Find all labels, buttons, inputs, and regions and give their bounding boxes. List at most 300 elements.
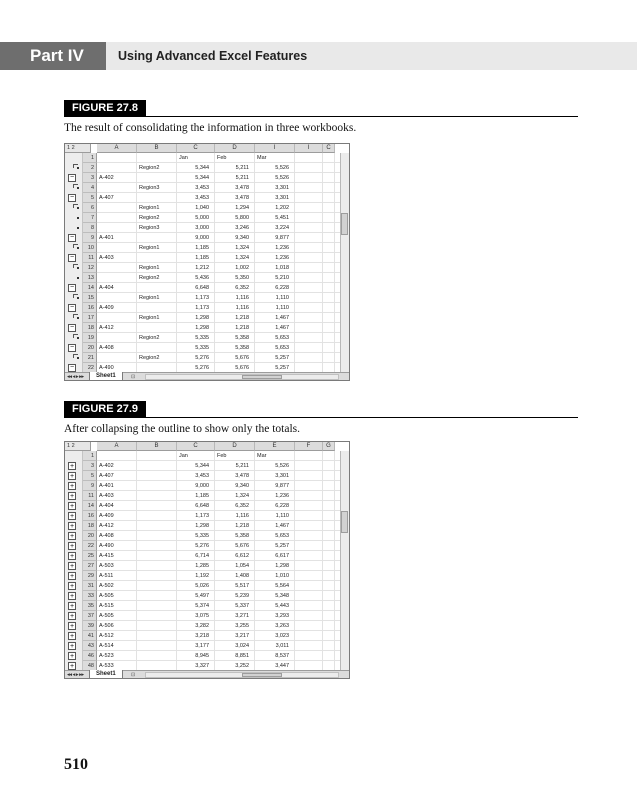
cell-mar[interactable]: 6,617: [275, 553, 289, 559]
cell-region[interactable]: Region2: [139, 355, 160, 361]
collapse-button[interactable]: −: [69, 234, 75, 241]
cell-region[interactable]: Region1: [139, 265, 160, 271]
cell-mar[interactable]: 5,348: [275, 593, 289, 599]
cell-jan[interactable]: 1,298: [195, 315, 209, 321]
cell-jan[interactable]: 1,185: [195, 255, 209, 261]
row-header[interactable]: 22: [83, 541, 97, 551]
cell-item[interactable]: A-505: [99, 593, 114, 599]
cell-feb[interactable]: 1,116: [235, 305, 249, 311]
cell-jan[interactable]: 1,285: [195, 563, 209, 569]
cell-item[interactable]: A-407: [99, 195, 114, 201]
row-header[interactable]: 11: [83, 491, 97, 501]
tab-nav-arrows[interactable]: ◂◂ ◂ ▸ ▸▸: [67, 374, 84, 380]
cell-jan[interactable]: 5,276: [195, 365, 209, 371]
cell-region[interactable]: Region3: [139, 185, 160, 191]
row-header[interactable]: 25: [83, 551, 97, 561]
cell-mar[interactable]: 9,877: [275, 483, 289, 489]
cell-feb[interactable]: 5,676: [235, 355, 249, 361]
row-header[interactable]: 15: [83, 293, 97, 303]
vertical-scroll-thumb[interactable]: [341, 213, 348, 235]
cell-feb[interactable]: 5,350: [235, 275, 249, 281]
cell-feb[interactable]: 1,294: [235, 205, 249, 211]
cell-jan[interactable]: 5,335: [195, 335, 209, 341]
cell-mar[interactable]: 5,653: [275, 533, 289, 539]
cell-feb[interactable]: 3,271: [235, 613, 249, 619]
cell-mar[interactable]: 1,236: [275, 493, 289, 499]
cell-region[interactable]: [139, 233, 175, 243]
expand-button[interactable]: +: [69, 503, 75, 510]
cell-mar[interactable]: Mar: [257, 155, 267, 161]
cell-item[interactable]: A-503: [99, 563, 114, 569]
cell-region[interactable]: [139, 631, 175, 641]
cell-jan[interactable]: 3,000: [195, 225, 209, 231]
cell-region[interactable]: [139, 521, 175, 531]
cell-feb[interactable]: 5,211: [235, 175, 249, 181]
cell-mar[interactable]: 5,257: [275, 355, 289, 361]
row-header[interactable]: 8: [83, 223, 97, 233]
column-header-g[interactable]: G: [323, 442, 335, 451]
cell-mar[interactable]: 3,011: [275, 643, 289, 649]
cell-jan[interactable]: 5,436: [195, 275, 209, 281]
insert-sheet-icon[interactable]: ⊡: [131, 374, 136, 380]
row-header[interactable]: 2: [83, 163, 97, 173]
column-header-c[interactable]: C: [177, 442, 215, 451]
row-header[interactable]: 9: [83, 481, 97, 491]
cell-feb[interactable]: Feb: [217, 155, 227, 161]
cell-region[interactable]: [139, 541, 175, 551]
cell-feb[interactable]: 1,408: [235, 573, 249, 579]
cell-jan[interactable]: 5,344: [195, 463, 209, 469]
row-header[interactable]: 16: [83, 511, 97, 521]
cell-jan[interactable]: 1,173: [195, 305, 209, 311]
row-header[interactable]: 3: [83, 461, 97, 471]
row-header[interactable]: 41: [83, 631, 97, 641]
cell-region[interactable]: Region1: [139, 295, 160, 301]
column-header-i[interactable]: I: [295, 144, 323, 153]
row-header[interactable]: 48: [83, 661, 97, 671]
cell-jan[interactable]: 6,714: [195, 553, 209, 559]
row-header[interactable]: 1: [83, 451, 97, 461]
row-header[interactable]: 12: [83, 263, 97, 273]
cell-item[interactable]: [99, 451, 135, 461]
cell-region[interactable]: [139, 461, 175, 471]
cell-mar[interactable]: 5,210: [275, 275, 289, 281]
cell-region[interactable]: Region1: [139, 315, 160, 321]
row-header[interactable]: 29: [83, 571, 97, 581]
cell-feb[interactable]: 3,252: [235, 663, 249, 669]
cell-item[interactable]: [99, 183, 135, 193]
cell-item[interactable]: A-502: [99, 583, 114, 589]
cell-mar[interactable]: 1,236: [275, 255, 289, 261]
column-header-a[interactable]: A: [97, 144, 137, 153]
insert-sheet-icon[interactable]: ⊡: [131, 672, 136, 678]
column-header-b[interactable]: B: [137, 144, 177, 153]
cell-jan[interactable]: 6,648: [195, 285, 209, 291]
cell-item[interactable]: A-407: [99, 473, 114, 479]
cell-mar[interactable]: 3,301: [275, 185, 289, 191]
row-header[interactable]: 39: [83, 621, 97, 631]
column-header-e[interactable]: E: [255, 442, 295, 451]
expand-button[interactable]: +: [69, 543, 75, 550]
cell-mar[interactable]: 3,263: [275, 623, 289, 629]
expand-button[interactable]: +: [69, 623, 75, 630]
row-header[interactable]: 9: [83, 233, 97, 243]
cell-region[interactable]: Region2: [139, 165, 160, 171]
cell-item[interactable]: A-514: [99, 643, 114, 649]
cell-jan[interactable]: 5,276: [195, 355, 209, 361]
expand-button[interactable]: +: [69, 493, 75, 500]
row-header[interactable]: 35: [83, 601, 97, 611]
column-header-d[interactable]: D: [215, 144, 255, 153]
cell-jan[interactable]: 3,453: [195, 185, 209, 191]
cell-mar[interactable]: 3,023: [275, 633, 289, 639]
cell-region[interactable]: [139, 173, 175, 183]
cell-item[interactable]: A-523: [99, 653, 114, 659]
cell-region[interactable]: [139, 193, 175, 203]
cell-jan[interactable]: 8,945: [195, 653, 209, 659]
cell-region[interactable]: [139, 253, 175, 263]
cell-mar[interactable]: 5,653: [275, 345, 289, 351]
row-header[interactable]: 5: [83, 471, 97, 481]
cell-jan[interactable]: 5,344: [195, 165, 209, 171]
cell-feb[interactable]: 1,218: [235, 315, 249, 321]
expand-button[interactable]: +: [69, 463, 75, 470]
cell-region[interactable]: Region2: [139, 215, 160, 221]
cell-item[interactable]: [99, 153, 135, 163]
cell-item[interactable]: [99, 333, 135, 343]
cell-feb[interactable]: 6,352: [235, 503, 249, 509]
column-header-c[interactable]: C: [177, 144, 215, 153]
row-header[interactable]: 14: [83, 283, 97, 293]
cell-mar[interactable]: 6,228: [275, 503, 289, 509]
cell-mar[interactable]: 5,653: [275, 335, 289, 341]
cell-region[interactable]: [139, 531, 175, 541]
cell-feb[interactable]: 5,337: [235, 603, 249, 609]
expand-button[interactable]: +: [69, 513, 75, 520]
cell-feb[interactable]: 5,676: [235, 543, 249, 549]
row-header[interactable]: 16: [83, 303, 97, 313]
cell-feb[interactable]: 1,116: [235, 513, 249, 519]
column-header-c[interactable]: C: [323, 144, 335, 153]
cell-mar[interactable]: 1,236: [275, 245, 289, 251]
cell-mar[interactable]: 3,224: [275, 225, 289, 231]
cell-mar[interactable]: 1,010: [275, 573, 289, 579]
expand-button[interactable]: +: [69, 643, 75, 650]
cell-jan[interactable]: 9,000: [195, 235, 209, 241]
cell-item[interactable]: A-490: [99, 365, 114, 371]
cell-item[interactable]: A-490: [99, 543, 114, 549]
cell-region[interactable]: [139, 481, 175, 491]
cell-item[interactable]: [99, 263, 135, 273]
expand-button[interactable]: +: [69, 483, 75, 490]
row-header[interactable]: 20: [83, 343, 97, 353]
outline-level-buttons[interactable]: 1 2: [65, 144, 91, 153]
collapse-button[interactable]: −: [69, 344, 75, 351]
cell-region[interactable]: [139, 511, 175, 521]
cell-feb[interactable]: 5,211: [235, 463, 249, 469]
cell-jan[interactable]: 1,192: [195, 573, 209, 579]
cell-region[interactable]: [139, 621, 175, 631]
expand-button[interactable]: +: [69, 473, 75, 480]
cell-item[interactable]: A-506: [99, 623, 114, 629]
cell-feb[interactable]: 5,676: [235, 365, 249, 371]
cell-item[interactable]: A-408: [99, 345, 114, 351]
cell-feb[interactable]: 3,246: [235, 225, 249, 231]
cell-feb[interactable]: 3,478: [235, 185, 249, 191]
row-header[interactable]: 14: [83, 501, 97, 511]
cell-jan[interactable]: 6,648: [195, 503, 209, 509]
cell-jan[interactable]: 1,298: [195, 523, 209, 529]
cell-region[interactable]: Region2: [139, 275, 160, 281]
cell-item[interactable]: A-402: [99, 463, 114, 469]
cell-mar[interactable]: 1,467: [275, 523, 289, 529]
cell-feb[interactable]: 1,324: [235, 493, 249, 499]
collapse-button[interactable]: −: [69, 284, 75, 291]
row-header[interactable]: 21: [83, 353, 97, 363]
cell-jan[interactable]: 3,177: [195, 643, 209, 649]
expand-button[interactable]: +: [69, 653, 75, 660]
cell-region[interactable]: [139, 501, 175, 511]
row-header[interactable]: 33: [83, 591, 97, 601]
cell-jan[interactable]: 5,374: [195, 603, 209, 609]
horizontal-scroll-thumb[interactable]: [242, 375, 282, 379]
cell-item[interactable]: A-401: [99, 235, 114, 241]
sheet-tab[interactable]: Sheet1: [89, 372, 123, 381]
outline-level-buttons[interactable]: 1 2: [65, 442, 91, 451]
collapse-button[interactable]: −: [69, 254, 75, 261]
horizontal-scrollbar[interactable]: [145, 672, 339, 678]
cell-item[interactable]: A-409: [99, 513, 114, 519]
cell-item[interactable]: [99, 293, 135, 303]
cell-region[interactable]: [139, 153, 175, 163]
cell-mar[interactable]: 1,467: [275, 325, 289, 331]
cell-mar[interactable]: 9,877: [275, 235, 289, 241]
column-header-d[interactable]: D: [215, 442, 255, 451]
cell-mar[interactable]: 1,467: [275, 315, 289, 321]
cell-item[interactable]: A-404: [99, 285, 114, 291]
cell-region[interactable]: [139, 581, 175, 591]
column-header-a[interactable]: A: [97, 442, 137, 451]
cell-feb[interactable]: 3,255: [235, 623, 249, 629]
cell-feb[interactable]: 1,116: [235, 295, 249, 301]
cell-item[interactable]: [99, 203, 135, 213]
row-header[interactable]: 20: [83, 531, 97, 541]
cell-mar[interactable]: 3,301: [275, 195, 289, 201]
row-header[interactable]: 19: [83, 333, 97, 343]
cell-region[interactable]: [139, 471, 175, 481]
cell-region[interactable]: Region1: [139, 245, 160, 251]
cell-region[interactable]: [139, 651, 175, 661]
cell-feb[interactable]: 1,218: [235, 325, 249, 331]
cell-jan[interactable]: 5,000: [195, 215, 209, 221]
cell-region[interactable]: Region3: [139, 225, 160, 231]
cell-mar[interactable]: 1,018: [275, 265, 289, 271]
cell-mar[interactable]: Mar: [257, 453, 267, 459]
collapse-button[interactable]: −: [69, 194, 75, 201]
cell-feb[interactable]: 3,478: [235, 195, 249, 201]
cell-mar[interactable]: 5,564: [275, 583, 289, 589]
cell-jan[interactable]: 3,327: [195, 663, 209, 669]
row-header[interactable]: 17: [83, 313, 97, 323]
row-header[interactable]: 10: [83, 243, 97, 253]
cell-item[interactable]: A-415: [99, 553, 114, 559]
cell-feb[interactable]: 1,054: [235, 563, 249, 569]
cell-jan[interactable]: Jan: [179, 453, 188, 459]
collapse-button[interactable]: −: [69, 364, 75, 371]
cell-item[interactable]: [99, 163, 135, 173]
cell-region[interactable]: [139, 551, 175, 561]
cell-item[interactable]: A-533: [99, 663, 114, 669]
cell-region[interactable]: [139, 343, 175, 353]
cell-item[interactable]: A-412: [99, 523, 114, 529]
cell-mar[interactable]: 6,228: [275, 285, 289, 291]
cell-mar[interactable]: 5,257: [275, 543, 289, 549]
cell-feb[interactable]: 8,851: [235, 653, 249, 659]
cell-item[interactable]: A-402: [99, 175, 114, 181]
cell-item[interactable]: [99, 313, 135, 323]
cell-feb[interactable]: Feb: [217, 453, 227, 459]
expand-button[interactable]: +: [69, 553, 75, 560]
cell-item[interactable]: A-408: [99, 533, 114, 539]
cell-feb[interactable]: 5,517: [235, 583, 249, 589]
cell-feb[interactable]: 1,324: [235, 255, 249, 261]
horizontal-scrollbar[interactable]: [145, 374, 339, 380]
collapse-button[interactable]: −: [69, 174, 75, 181]
cell-region[interactable]: [139, 303, 175, 313]
row-header[interactable]: 46: [83, 651, 97, 661]
cell-jan[interactable]: 5,344: [195, 175, 209, 181]
cell-mar[interactable]: 1,110: [275, 295, 289, 301]
expand-button[interactable]: +: [69, 613, 75, 620]
cell-item[interactable]: [99, 353, 135, 363]
cell-feb[interactable]: 5,358: [235, 335, 249, 341]
row-header[interactable]: 3: [83, 173, 97, 183]
cell-region[interactable]: [139, 451, 175, 461]
cell-jan[interactable]: 1,040: [195, 205, 209, 211]
row-header[interactable]: 11: [83, 253, 97, 263]
cell-jan[interactable]: 5,276: [195, 543, 209, 549]
expand-button[interactable]: +: [69, 663, 75, 670]
cell-jan[interactable]: 1,212: [195, 265, 209, 271]
cell-item[interactable]: A-515: [99, 603, 114, 609]
cell-item[interactable]: [99, 273, 135, 283]
cell-region[interactable]: Region2: [139, 335, 160, 341]
vertical-scrollbar[interactable]: [340, 153, 349, 373]
cell-jan[interactable]: 5,497: [195, 593, 209, 599]
cell-feb[interactable]: 1,002: [235, 265, 249, 271]
cell-region[interactable]: [139, 601, 175, 611]
cell-item[interactable]: [99, 213, 135, 223]
cell-feb[interactable]: 1,218: [235, 523, 249, 529]
row-header[interactable]: 18: [83, 521, 97, 531]
cell-feb[interactable]: 3,024: [235, 643, 249, 649]
cell-item[interactable]: A-403: [99, 493, 114, 499]
cell-item[interactable]: A-511: [99, 573, 114, 579]
vertical-scroll-thumb[interactable]: [341, 511, 348, 533]
cell-feb[interactable]: 5,358: [235, 345, 249, 351]
cell-mar[interactable]: 5,526: [275, 463, 289, 469]
cell-region[interactable]: [139, 491, 175, 501]
expand-button[interactable]: +: [69, 593, 75, 600]
column-header-f[interactable]: F: [295, 442, 323, 451]
cell-region[interactable]: Region1: [139, 205, 160, 211]
cell-jan[interactable]: 3,282: [195, 623, 209, 629]
cell-mar[interactable]: 1,202: [275, 205, 289, 211]
expand-button[interactable]: +: [69, 603, 75, 610]
cell-jan[interactable]: 3,218: [195, 633, 209, 639]
row-header[interactable]: 31: [83, 581, 97, 591]
cell-feb[interactable]: 9,340: [235, 483, 249, 489]
cell-mar[interactable]: 1,110: [275, 513, 289, 519]
cell-item[interactable]: A-409: [99, 305, 114, 311]
row-header[interactable]: 43: [83, 641, 97, 651]
cell-item[interactable]: A-505: [99, 613, 114, 619]
expand-button[interactable]: +: [69, 533, 75, 540]
cell-mar[interactable]: 5,451: [275, 215, 289, 221]
cell-jan[interactable]: 1,173: [195, 513, 209, 519]
cell-item[interactable]: A-403: [99, 255, 114, 261]
expand-button[interactable]: +: [69, 523, 75, 530]
cell-feb[interactable]: 5,239: [235, 593, 249, 599]
row-header[interactable]: 5: [83, 193, 97, 203]
row-header[interactable]: 6: [83, 203, 97, 213]
cell-feb[interactable]: 5,358: [235, 533, 249, 539]
cell-jan[interactable]: 1,173: [195, 295, 209, 301]
cell-item[interactable]: A-404: [99, 503, 114, 509]
cell-mar[interactable]: 5,526: [275, 165, 289, 171]
cell-feb[interactable]: 6,352: [235, 285, 249, 291]
row-header[interactable]: 7: [83, 213, 97, 223]
vertical-scrollbar[interactable]: [340, 451, 349, 671]
column-header-i[interactable]: I: [255, 144, 295, 153]
cell-region[interactable]: [139, 283, 175, 293]
cell-feb[interactable]: 3,217: [235, 633, 249, 639]
cell-region[interactable]: [139, 561, 175, 571]
cell-feb[interactable]: 5,800: [235, 215, 249, 221]
cell-item[interactable]: A-412: [99, 325, 114, 331]
cell-jan[interactable]: 3,453: [195, 195, 209, 201]
cell-region[interactable]: [139, 323, 175, 333]
cell-mar[interactable]: 3,293: [275, 613, 289, 619]
cell-mar[interactable]: 8,537: [275, 653, 289, 659]
cell-jan[interactable]: 3,453: [195, 473, 209, 479]
expand-button[interactable]: +: [69, 563, 75, 570]
row-header[interactable]: 22: [83, 363, 97, 373]
cell-jan[interactable]: 1,185: [195, 245, 209, 251]
expand-button[interactable]: +: [69, 573, 75, 580]
cell-jan[interactable]: 5,026: [195, 583, 209, 589]
cell-region[interactable]: [139, 611, 175, 621]
cell-item[interactable]: A-512: [99, 633, 114, 639]
collapse-button[interactable]: −: [69, 324, 75, 331]
sheet-tab[interactable]: Sheet1: [89, 670, 123, 679]
column-header-b[interactable]: B: [137, 442, 177, 451]
cell-mar[interactable]: 5,443: [275, 603, 289, 609]
expand-button[interactable]: +: [69, 633, 75, 640]
cell-region[interactable]: [139, 591, 175, 601]
row-header[interactable]: 13: [83, 273, 97, 283]
cell-mar[interactable]: 3,301: [275, 473, 289, 479]
row-header[interactable]: 18: [83, 323, 97, 333]
cell-item[interactable]: A-401: [99, 483, 114, 489]
cell-feb[interactable]: 1,324: [235, 245, 249, 251]
cell-feb[interactable]: 6,612: [235, 553, 249, 559]
cell-region[interactable]: [139, 571, 175, 581]
cell-jan[interactable]: 3,075: [195, 613, 209, 619]
expand-button[interactable]: +: [69, 583, 75, 590]
tab-nav-arrows[interactable]: ◂◂ ◂ ▸ ▸▸: [67, 672, 84, 678]
cell-jan[interactable]: 5,335: [195, 345, 209, 351]
